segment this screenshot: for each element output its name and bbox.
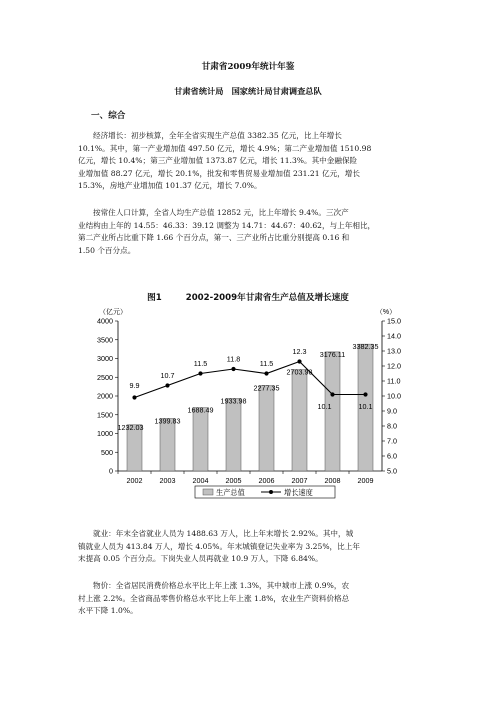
- point-growth-rate: [132, 395, 136, 399]
- document-subtitle: 甘肃省统计局 国家统计局甘肃调查总队: [174, 86, 322, 96]
- paragraph-line: 经济增长：初步核算，全年全省实现生产总值 3382.35 亿元，比上年增长: [93, 131, 342, 140]
- y-tick-label-right: 5.0: [387, 466, 397, 476]
- paragraph-line: 就业：年末全省就业人员为 1488.63 万人，比上年末增长 2.92%。其中，城: [93, 529, 354, 538]
- data-label-gdp: 2703.98: [286, 367, 313, 377]
- y-tick-label-right: 12.0: [387, 361, 401, 371]
- y-tick-label-right: 13.0: [387, 346, 401, 356]
- point-growth-rate: [231, 367, 235, 371]
- paragraph-line: 末提高 0.05 个百分点。下岗失业人员再就业 10.9 万人，下降 6.84%。: [78, 554, 323, 563]
- data-label-growth: 11.5: [259, 359, 274, 368]
- bar-gdp: [325, 352, 340, 471]
- legend-label-growth: 增长速度: [284, 488, 313, 497]
- paragraph-line: 镇就业人员为 413.84 万人，增长 4.05%。年末城镇登记失业率为 3.25%，比上年: [78, 541, 360, 551]
- point-growth-rate: [330, 392, 334, 396]
- paragraph-line: 第二产业所占比重下降 1.66 个百分点，第一、三产业所占比重分别提高 0.16 和: [78, 233, 350, 242]
- y-tick-label-left: 3500: [97, 335, 113, 345]
- y-tick-label-left: 4000: [97, 316, 113, 326]
- y-tick-label-right: 10.0: [387, 391, 401, 401]
- paragraph-line: 村上涨 2.2%。全省商品零售价格总水平比上年上涨 1.8%，农业生产资料价格总: [78, 593, 350, 603]
- y-tick-label-left: 2500: [97, 372, 113, 382]
- y-tick-label-right: 15.0: [387, 316, 401, 326]
- bar-gdp: [193, 408, 208, 471]
- paragraph-line: 业结构由上年的 14.55：46.33：39.12 调整为 14.71：44.67：40.62，与上年相比，: [78, 220, 376, 230]
- gdp-growth-chart: [80, 302, 420, 502]
- y-tick-label-left: 3000: [97, 354, 113, 363]
- paragraph-line: 按常住人口计算，全省人均生产总值 12852 元，比上年增长 9.4%。三次产: [93, 208, 349, 217]
- point-growth-rate: [198, 371, 202, 375]
- y-tick-label-left: 500: [101, 447, 113, 457]
- x-tick-label: 2006: [258, 476, 275, 485]
- y-tick-label-right: 8.0: [387, 421, 397, 431]
- paragraph-employment: [78, 528, 412, 566]
- bar-gdp: [292, 370, 307, 471]
- x-tick-label: 2008: [324, 476, 341, 485]
- paragraph-prices: [78, 580, 412, 618]
- x-tick-label: 2002: [126, 476, 143, 485]
- y-tick-label-right: 7.0: [387, 436, 397, 446]
- bar-gdp: [226, 398, 241, 471]
- y-tick-label-right: 6.0: [387, 451, 397, 461]
- data-label-gdp: 1933.98: [220, 396, 247, 406]
- paragraph-line: 15.3%，房地产业增加值 101.37 亿元，增长 7.0%。: [78, 181, 262, 190]
- y-axis-left-label: （亿元）: [99, 309, 127, 316]
- data-label-gdp: 3176.11: [319, 349, 346, 359]
- point-growth-rate: [297, 359, 301, 363]
- y-tick-label-right: 11.0: [387, 376, 401, 386]
- paragraph-line: 业增加值 88.27 亿元，增长 20.1%，批发和零售贸易业增加值 231.21 亿元，增长: [78, 168, 360, 178]
- section-heading: 一、综合: [91, 111, 126, 121]
- paragraph-line: 亿元，增长 10.4%；第三产业增加值 1373.87 亿元，增长 11.3%。其中金融保险: [78, 156, 358, 165]
- y-tick-label-right: 9.0: [387, 406, 397, 416]
- point-growth-rate: [165, 383, 169, 387]
- data-label-gdp: 3382.35: [352, 342, 379, 352]
- data-label-growth: 10.1: [358, 402, 373, 411]
- y-tick-label-right: 14.0: [387, 331, 401, 341]
- document-title: 甘肃省2009年统计年鉴: [201, 62, 295, 72]
- x-tick-label: 2003: [159, 476, 176, 485]
- data-label-growth: 11.8: [226, 354, 241, 364]
- paragraph-line: 物价：全省居民消费价格总水平比上年上涨 1.3%，其中城市上涨 0.9%，农: [93, 581, 350, 590]
- paragraph-economic-growth: [78, 130, 412, 193]
- data-label-gdp: 1399.83: [154, 416, 181, 426]
- y-axis-right-label: （%）: [375, 309, 397, 316]
- legend-swatch-gdp: [203, 489, 213, 495]
- x-tick-label: 2007: [291, 476, 308, 485]
- data-label-growth: 9.9: [129, 381, 140, 390]
- y-tick-label-left: 2000: [97, 391, 113, 401]
- legend-marker-growth: [269, 490, 273, 494]
- bar-gdp: [259, 386, 274, 471]
- data-label-growth: 12.3: [292, 347, 307, 356]
- paragraph-per-capita: [78, 207, 412, 257]
- x-tick-label: 2005: [225, 476, 242, 485]
- data-label-growth: 10.1: [317, 402, 332, 411]
- data-label-gdp: 1232.03: [117, 422, 144, 432]
- chart-title-prefix: 图1: [147, 293, 162, 303]
- paragraph-line: 水平下降 1.0%。: [78, 606, 138, 615]
- chart-title-text: 2002-2009年甘肃省生产总值及增长速度: [185, 293, 349, 303]
- paragraph-line: 10.1%。其中，第一产业增加值 497.50 亿元，增长 4.9%；第二产业增加值 1510.98: [78, 143, 372, 153]
- paragraph-line: 1.50 个百分点。: [78, 245, 136, 255]
- point-growth-rate: [264, 371, 268, 375]
- legend-label-gdp: 生产总值: [216, 488, 245, 497]
- data-label-gdp: 1688.49: [187, 405, 214, 415]
- data-label-growth: 10.7: [160, 371, 175, 380]
- y-tick-label-left: 0: [109, 466, 113, 476]
- y-tick-label-left: 1000: [97, 429, 113, 438]
- data-label-gdp: 2277.35: [253, 383, 280, 393]
- y-tick-label-left: 1500: [97, 410, 113, 420]
- x-tick-label: 2009: [357, 476, 374, 485]
- x-tick-label: 2004: [192, 476, 209, 485]
- point-growth-rate: [363, 392, 367, 396]
- data-label-growth: 11.5: [193, 359, 208, 368]
- bar-gdp: [160, 419, 175, 471]
